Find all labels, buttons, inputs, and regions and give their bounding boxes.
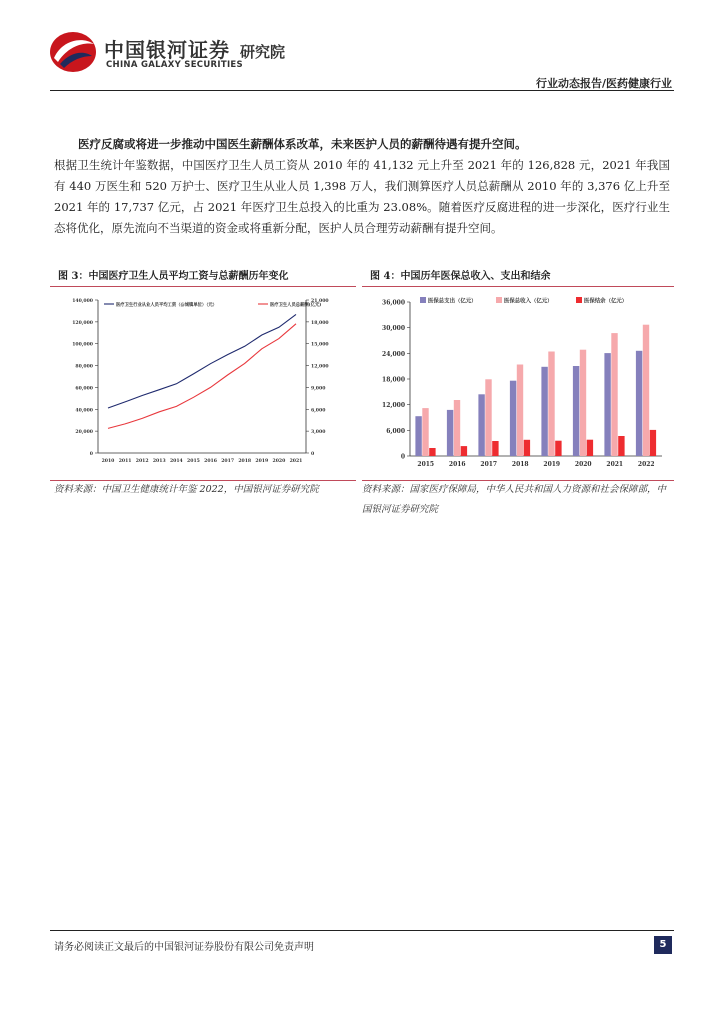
left-tick-label: 120,000 (72, 320, 93, 326)
bar-2016-s2 (454, 400, 460, 456)
figure-4-source: 资料来源：国家医疗保障局，中华人民共和国人力资源和社会保障部，中国银河证券研究院 (362, 484, 667, 515)
y-tick-label: 30,000 (382, 325, 405, 333)
right-tick-label: 3,000 (311, 430, 326, 436)
left-tick-label: 60,000 (75, 386, 93, 392)
footer-disclaimer: 请务必阅读正文最后的中国银河证券股份有限公司免责声明 (54, 942, 314, 953)
left-tick-label: 0 (89, 452, 93, 457)
y-tick-label: 18,000 (382, 376, 405, 384)
x-tick-label: 2019 (543, 461, 561, 468)
x-tick-label: 2010 (101, 459, 115, 464)
bar-2020-s2 (580, 350, 586, 456)
x-tick-label: 2016 (448, 461, 466, 468)
y-tick-label: 6,000 (386, 427, 405, 435)
bar-2020-s3 (587, 440, 593, 456)
x-tick-label: 2012 (135, 459, 149, 464)
logo-subtitle: 研究院 (240, 43, 286, 61)
right-tick-label: 9,000 (311, 386, 326, 392)
x-tick-label: 2021 (606, 461, 624, 468)
x-tick-label: 2019 (255, 459, 269, 464)
x-tick-label: 2015 (417, 461, 435, 468)
bar-2017-s3 (492, 441, 498, 456)
header-divider (50, 90, 674, 91)
x-tick-label: 2020 (574, 461, 592, 468)
legend-swatch-1 (420, 297, 426, 303)
bar-2019-s3 (555, 441, 561, 456)
left-tick-label: 140,000 (72, 299, 93, 304)
x-tick-label: 2011 (118, 459, 132, 464)
galaxy-logo-icon (48, 30, 98, 74)
x-tick-label: 2017 (480, 461, 498, 468)
intro-paragraph (54, 134, 670, 239)
bar-2018-s2 (517, 365, 523, 457)
bar-2015-s2 (422, 408, 428, 456)
legend-label-3: 医保结余（亿元） (584, 298, 628, 305)
page-number: 5 (654, 936, 672, 954)
x-tick-label: 2014 (169, 459, 183, 464)
legend-label-1: 医疗卫生行业从业人员平均工资（@城镇单位）（元） (116, 303, 217, 308)
left-tick-label: 20,000 (75, 430, 93, 436)
x-tick-label: 2018 (238, 459, 252, 464)
figure-4 (362, 268, 674, 486)
y-tick-label: 0 (400, 453, 405, 461)
figure-3 (50, 268, 356, 486)
legend-swatch-2 (496, 297, 502, 303)
x-tick-label: 2013 (152, 459, 166, 464)
legend-label-1: 医保总支出（亿元） (428, 298, 477, 305)
left-tick-label: 40,000 (75, 408, 93, 414)
y-tick-label: 24,000 (382, 350, 405, 358)
bar-2021-s3 (618, 436, 624, 456)
bar-2017-s1 (478, 394, 484, 456)
logo-text-en: CHINA GALAXY SECURITIES (106, 60, 243, 70)
figure-4-bar-chart (362, 288, 674, 478)
bar-2019-s2 (548, 352, 554, 457)
left-tick-label: 100,000 (72, 342, 93, 348)
figure-3-title: 图 3：中国医疗卫生人员平均工资与总薪酬历年变化 (50, 268, 356, 287)
figure-3-source: 资料来源：中国卫生健康统计年鉴 2022，中国银河证券研究院 (54, 484, 319, 495)
figure-4-title: 图 4：中国历年医保总收入、支出和结余 (362, 268, 674, 287)
logo-text-cn: 中国银河证券 (104, 38, 230, 62)
figure-3-line-chart (50, 288, 356, 478)
x-tick-label: 2022 (637, 461, 655, 468)
bar-2022-s2 (643, 325, 649, 456)
series-line-2 (108, 324, 296, 429)
legend-label-2: 医疗卫生人员总薪酬(亿元) (270, 303, 322, 308)
x-tick-label: 2020 (272, 459, 286, 464)
y-tick-label: 36,000 (382, 299, 405, 307)
x-tick-label: 2017 (221, 459, 235, 464)
bar-2022-s1 (636, 351, 642, 456)
right-tick-label: 18,000 (311, 320, 329, 326)
bar-2015-s1 (415, 416, 421, 456)
legend-label-2: 医保总收入（亿元） (504, 298, 553, 305)
x-tick-label: 2016 (204, 459, 217, 464)
bar-2017-s2 (485, 379, 491, 456)
report-type: 行业动态报告/医药健康行业 (535, 77, 672, 90)
bar-2016-s1 (447, 410, 453, 456)
x-tick-label: 2015 (187, 459, 200, 464)
legend-swatch-3 (576, 297, 582, 303)
intro-lead: 医疗反腐或将进一步推动中国医生薪酬体系改革，未来医护人员的薪酬待遇有提升空间。 (78, 137, 527, 151)
bar-2020-s1 (573, 366, 579, 456)
right-tick-label: 15,000 (311, 342, 329, 348)
footer-divider (50, 930, 674, 931)
bar-2015-s3 (429, 448, 435, 456)
bar-2018-s1 (510, 381, 516, 456)
series-line-1 (108, 314, 296, 408)
bar-2018-s3 (524, 440, 530, 456)
right-tick-label: 6,000 (311, 408, 326, 414)
right-tick-label: 21,000 (311, 299, 329, 304)
company-logo (48, 26, 348, 76)
bar-2021-s2 (611, 333, 617, 456)
intro-body: 根据卫生统计年鉴数据，中国医疗卫生人员工资从 2010 年的 41,132 元上升至 2021 年的 126,828 元，2021 年我国有 440 万医生和 520 万护士、医疗卫生从业人员 1,398 万人，我们测算医疗人员总薪酬从 2010 年的 3,376 亿上升至 2021 年的 17,737 亿元，占 2021 年医疗卫生总投入的比重为 23.08%。随着医疗反腐进程的进一步深化，医疗行业生态将优化，原先流向不当渠道的资金或将重新分配，医护人员合理劳动薪酬有提升空间。 (54, 158, 670, 235)
bar-2019-s1 (541, 367, 547, 456)
bar-2021-s1 (604, 353, 610, 456)
bar-2022-s3 (650, 430, 656, 456)
x-tick-label: 2021 (289, 459, 303, 464)
right-tick-label: 0 (311, 452, 315, 457)
left-tick-label: 80,000 (75, 364, 93, 370)
right-tick-label: 12,000 (311, 364, 329, 370)
y-tick-label: 12,000 (382, 402, 405, 410)
x-tick-label: 2018 (511, 461, 529, 468)
bar-2016-s3 (461, 446, 467, 456)
